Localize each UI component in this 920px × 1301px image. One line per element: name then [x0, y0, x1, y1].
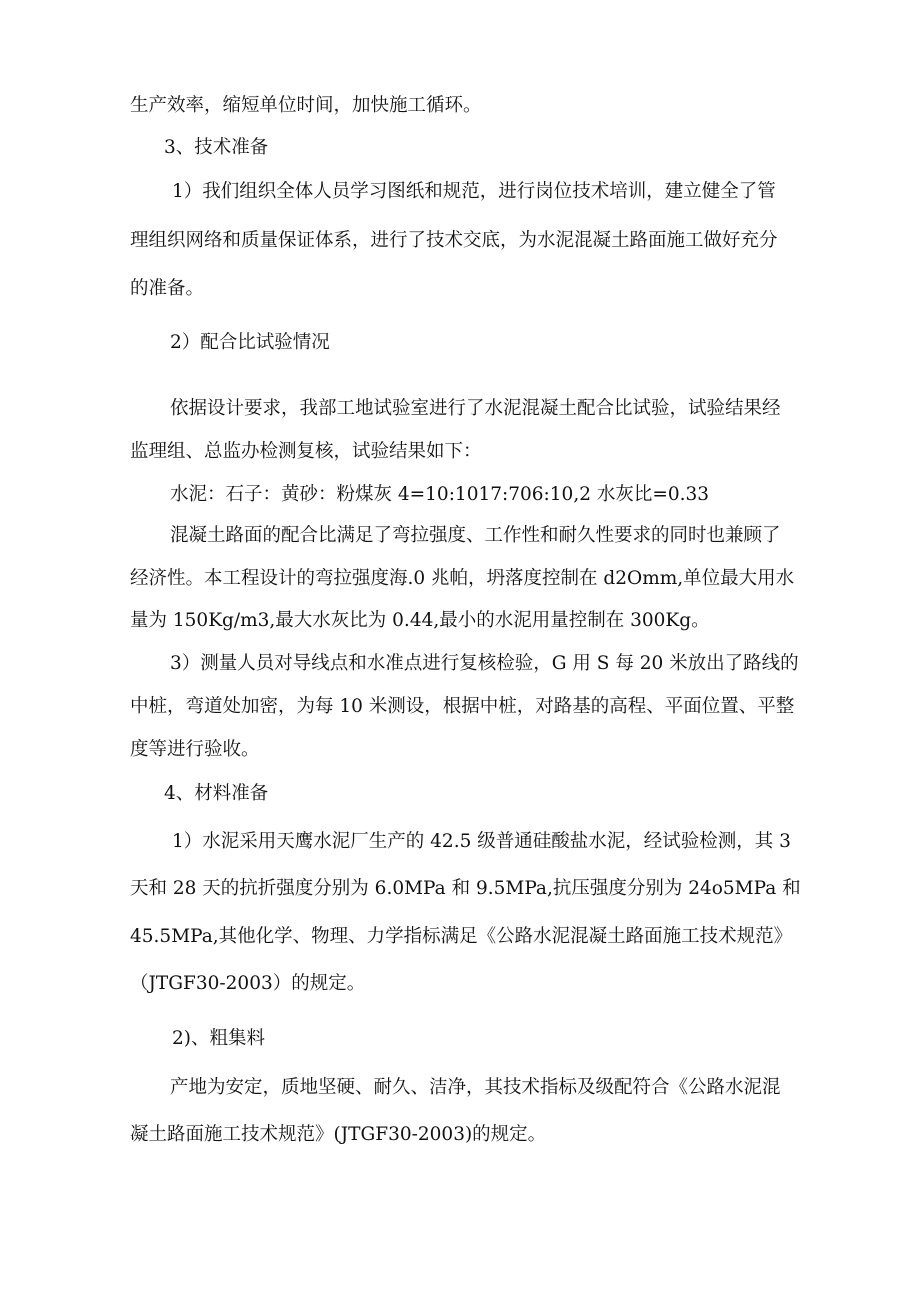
paragraph-line: 混凝土路面的配合比满足了弯拉强度、工作性和耐久性要求的同时也兼顾了 — [170, 525, 781, 546]
paragraph-line: 生产效率，缩短单位时间，加快施工循环。 — [130, 95, 482, 116]
paragraph-line: 中桩，弯道处加密，为每 10 米测设，根据中桩，对路基的高程、平面位置、平整 — [130, 696, 795, 717]
paragraph-line: 量为 150Kg∕m3,最大水灰比为 0.44,最小的水泥用量控制在 300Kg。 — [130, 610, 710, 631]
paragraph-line: 1）水泥采用天鹰水泥厂生产的 42.5 级普通硅酸盐水泥，经试验检测，其 3 — [172, 831, 791, 852]
paragraph-line: 凝土路面施工技术规范》(JTGF30-2003)的规定。 — [130, 1124, 547, 1145]
paragraph-line: 45.5MPa,其他化学、物理、力学指标满足《公路水泥混凝土路面施工技术规范》 — [130, 926, 793, 947]
paragraph-line: 监理组、总监办检测复核，试验结果如下： — [130, 441, 482, 462]
paragraph-line: （JTGF30-2003）的规定。 — [130, 973, 366, 994]
paragraph-line: 的准备。 — [130, 278, 205, 299]
section-heading-technical-preparation: 3、技术准备 — [164, 137, 269, 158]
paragraph-line: 1）我们组织全体人员学习图纸和规范，进行岗位技术培训，建立健全了管 — [172, 181, 776, 202]
paragraph-line: 度等进行验收。 — [130, 739, 260, 760]
paragraph-line: 天和 28 天的抗折强度分别为 6.0MPa 和 9.5MPa,抗压强度分别为 24o5MPa 和 — [130, 878, 801, 899]
paragraph-line: 经济性。本工程设计的弯拉强度海.0 兆帕，坍落度控制在 d2Omm,单位最大用水 — [130, 568, 795, 589]
paragraph-line: 理组织网络和质量保证体系，进行了技术交底，为水泥混凝土路面施工做好充分 — [130, 230, 778, 251]
paragraph-line: 产地为安定，质地坚硬、耐久、洁净，其技术指标及级配符合《公路水泥混 — [170, 1077, 781, 1098]
paragraph-line: 依据设计要求，我部工地试验室进行了水泥混凝土配合比试验，试验结果经 — [170, 398, 781, 419]
mix-ratio-result: 水泥：石子：黄砂：粉煤灰 4=10:1017:706:10,2 水灰比=0.33 — [170, 484, 710, 505]
subheading-coarse-aggregate: 2)、粗集料 — [172, 1028, 265, 1049]
paragraph-line: 3）测量人员对导线点和水准点进行复核检验，G 用 S 每 20 米放出了路线的 — [170, 653, 799, 674]
subheading-mix-ratio-test: 2）配合比试验情况 — [170, 332, 330, 353]
section-heading-material-preparation: 4、材料准备 — [164, 783, 269, 804]
